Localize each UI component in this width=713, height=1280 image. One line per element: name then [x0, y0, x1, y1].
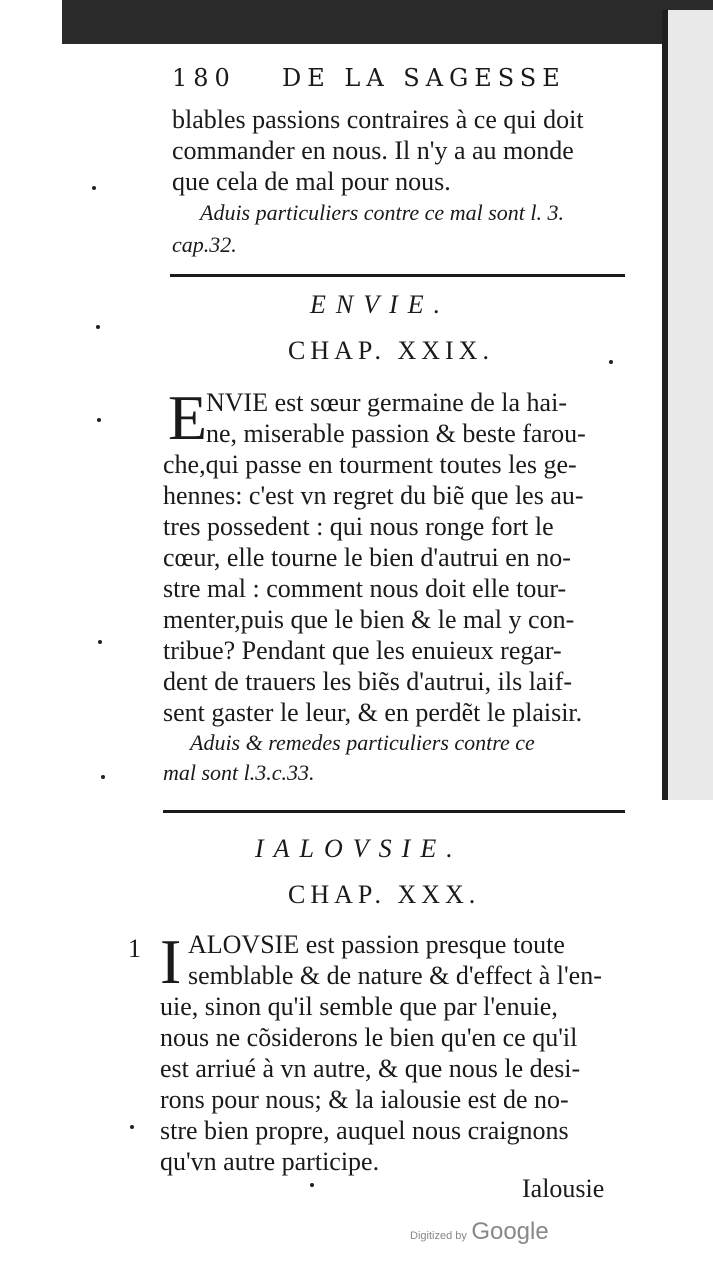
body-line: qu'vn autre participe.: [160, 1147, 380, 1176]
body-line: che,qui passe en tourment toutes les ge-: [163, 450, 577, 479]
running-head: DE LA SAGESSE: [282, 64, 566, 92]
speck: [96, 325, 100, 329]
body-line: est arriué à vn autre, & que nous le desi-: [160, 1054, 581, 1083]
cross-reference-note: Aduis & remedes particuliers contre ce: [190, 730, 535, 755]
body-line: rons pour nous; & la ialousie est de no-: [160, 1085, 569, 1114]
body-line: menter,puis que le bien & le mal y con-: [163, 605, 575, 634]
section-divider: [170, 274, 625, 277]
page-number: 180: [172, 64, 236, 92]
body-line: ALOVSIE est passion presque toute: [188, 930, 565, 959]
body-line: dent de trauers les biẽs d'autrui, ils laif-: [163, 667, 573, 696]
chapter-heading: CHAP. XXIX.: [288, 336, 494, 365]
google-logo: Google: [471, 1218, 549, 1245]
body-line: semblable & de nature & d'effect à l'en-: [188, 961, 602, 990]
margin-number: 1: [128, 934, 141, 963]
body-line: tribue? Pendant que les enuieux regar-: [163, 636, 562, 665]
drop-cap: E: [168, 382, 208, 453]
chapter-heading: CHAP. XXX.: [288, 880, 481, 909]
body-line: hennes: c'est vn regret du biẽ que les au-: [163, 481, 584, 510]
digitized-watermark: [410, 1218, 549, 1246]
cross-reference-note: mal sont l.3.c.33.: [163, 760, 315, 785]
chapter-title: IALOVSIE.: [255, 834, 463, 863]
chapter-title: ENVIE.: [310, 290, 451, 319]
body-line: NVIE est sœur germaine de la hai-: [206, 388, 567, 417]
speck: [101, 775, 105, 779]
speck: [130, 1125, 134, 1129]
body-line: stre bien propre, auquel nous craignons: [160, 1116, 569, 1145]
catchword: Ialousie: [522, 1174, 605, 1203]
speck: [310, 1183, 314, 1187]
body-line: stre mal : comment nous doit elle tour-: [163, 574, 567, 603]
body-line: que cela de mal pour nous.: [172, 167, 451, 196]
body-line: uie, sinon qu'il semble que par l'enuie,: [160, 992, 558, 1021]
body-line: cœur, elle tourne le bien d'autrui en no-: [163, 543, 571, 572]
cross-reference-note: cap.32.: [172, 232, 237, 257]
body-line: sent gaster le leur, & en perdẽt le plaisir.: [163, 698, 583, 727]
body-line: commander en nous. Il n'y a au monde: [172, 136, 574, 165]
body-line: tres possedent : qui nous ronge fort le: [163, 512, 554, 541]
cross-reference-note: Aduis particuliers contre ce mal sont l. 3.: [200, 200, 564, 225]
body-line: blables passions contraires à ce qui doit: [172, 105, 584, 134]
speck: [609, 360, 613, 364]
drop-cap: I: [160, 926, 182, 997]
speck: [98, 640, 102, 644]
speck: [97, 418, 101, 422]
section-divider: [163, 810, 625, 813]
body-line: nous ne cõsiderons le bien qu'en ce qu'il: [160, 1023, 578, 1052]
scan-right-margin: [668, 10, 713, 800]
speck: [92, 186, 96, 190]
body-line: ne, miserable passion & beste farou-: [206, 419, 586, 448]
digitized-by-text: Digitized by: [410, 1230, 467, 1242]
scan-top-edge: [62, 0, 713, 44]
